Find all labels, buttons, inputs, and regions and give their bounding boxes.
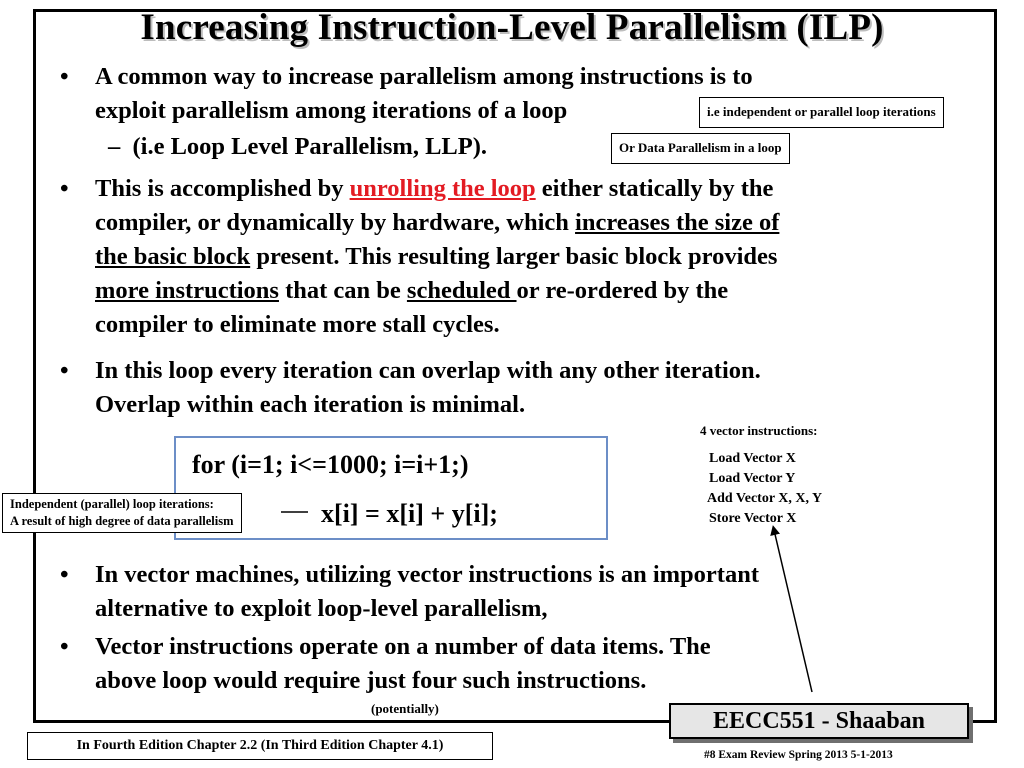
bullet-marker: •	[60, 175, 69, 202]
bullet-marker: •	[60, 561, 69, 588]
slide-title: Increasing Instruction-Level Parallelism (ILP)	[140, 7, 884, 48]
dash-marker: –	[108, 133, 121, 160]
vector-item: Load Vector X	[709, 451, 796, 466]
vector-item: Load Vector Y	[709, 471, 796, 486]
course-badge: EECC551 - Shaaban	[669, 703, 969, 739]
sub-bullet-text: (i.e Loop Level Parallelism, LLP).	[132, 133, 488, 160]
callout-data-parallel-result: Independent (parallel) loop iterations: A result of high degree of data parallelism	[2, 493, 242, 533]
sub-bullet-llp	[108, 130, 487, 164]
bullet-marker: •	[60, 357, 69, 384]
vector-heading: 4 vector instructions:	[700, 423, 818, 438]
potentially-note: (potentially)	[371, 701, 439, 716]
code-line-for: for (i=1; i<=1000; i=i+1;)	[192, 450, 469, 479]
bullet-marker: •	[60, 63, 69, 90]
callout-data-parallelism: Or Data Parallelism in a loop	[611, 133, 790, 164]
code-line-body: x[i] = x[i] + y[i];	[321, 499, 498, 528]
callout-independent-iterations: i.e independent or parallel loop iterations	[699, 97, 944, 128]
vector-item: Add Vector X, X, Y	[707, 491, 823, 506]
unrolling-link-text: unrolling the loop	[349, 175, 536, 202]
page-info: #8 Exam Review Spring 2013 5-1-2013	[704, 749, 893, 761]
bullet-marker: •	[60, 633, 69, 660]
bullet-1-line-1: A common way to increase parallelism among instructions is to	[95, 63, 753, 90]
bullet-1-line-2: exploit parallelism among iterations of a loop	[95, 97, 568, 124]
vector-item: Store Vector X	[709, 511, 797, 526]
chapter-reference: In Fourth Edition Chapter 2.2 (In Third Edition Chapter 4.1)	[27, 732, 493, 760]
